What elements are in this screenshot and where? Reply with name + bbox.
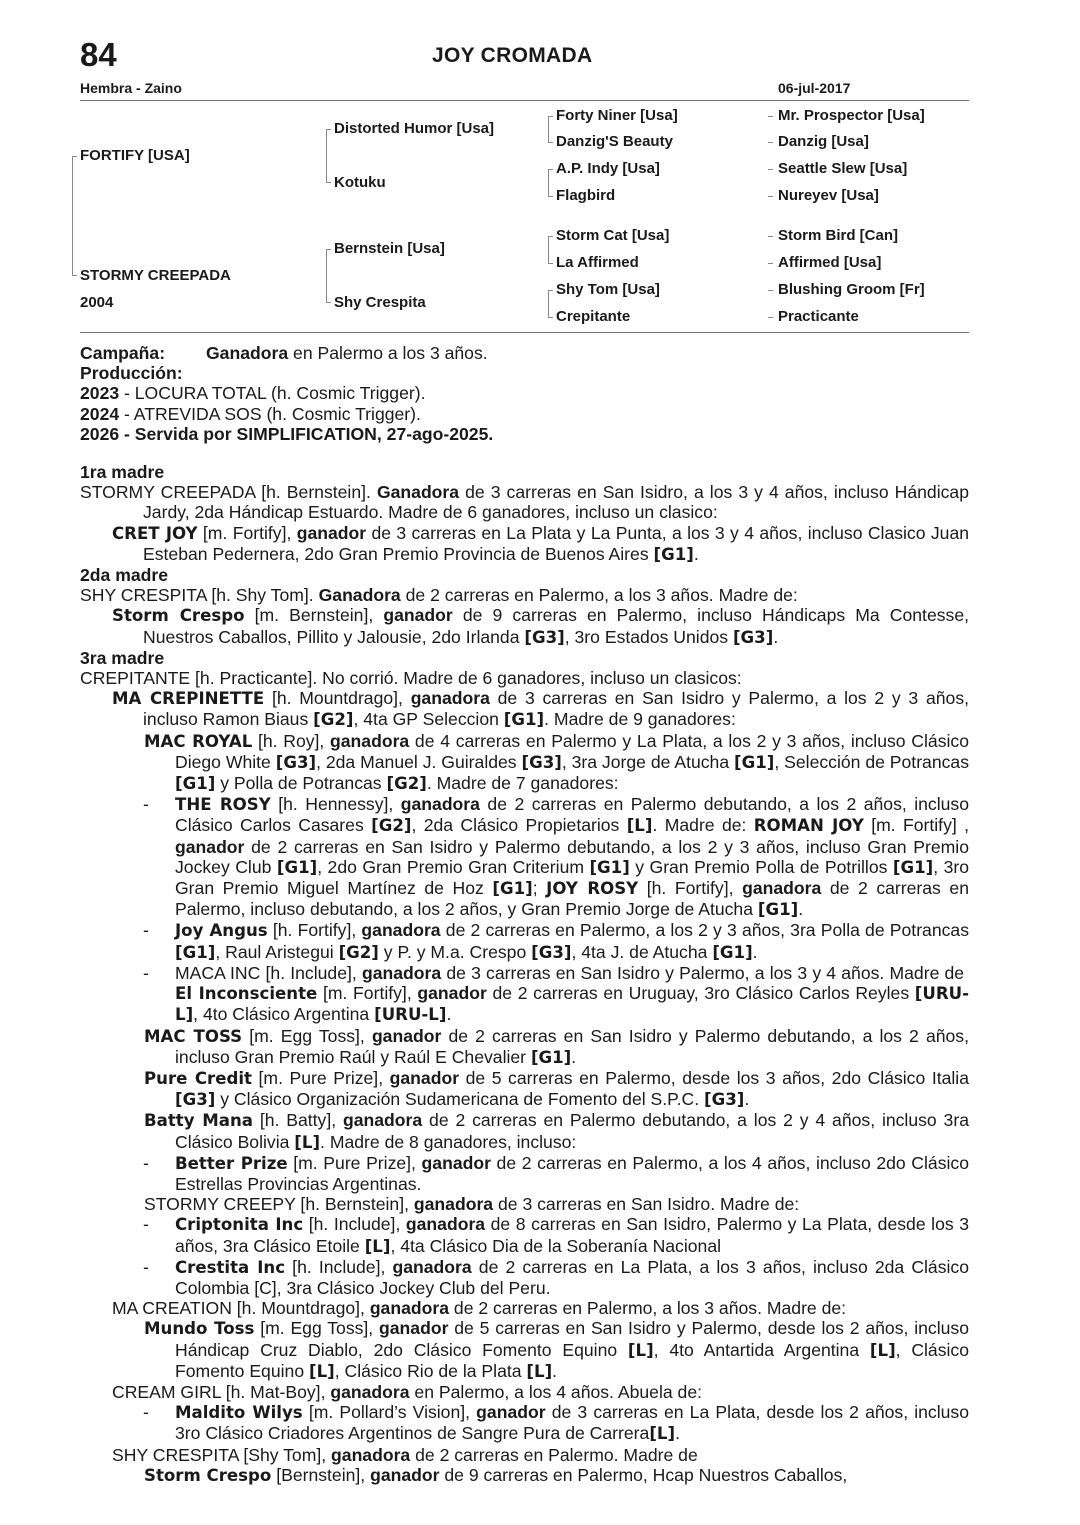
fourth-gen-name: Nureyev [Usa]: [778, 187, 879, 204]
campaign-detail: en Palermo a los 3 años.: [288, 343, 488, 363]
great-grandparent-name: Shy Tom [Usa]: [556, 281, 660, 298]
fourth-gen-name: Storm Bird [Can]: [778, 227, 898, 244]
great-grandparent-name: Flagbird: [556, 187, 616, 204]
offspring-entry: - Joy Angus [h. Fortify], ganadora de 2 carreras en Palermo, a los 2 y 3 años, 3ra Polla de Potrancas [G1], Raul Aristegui [G2] y P. y M.a. Crespo [G3], 4ta J. de Atucha [G1].: [143, 920, 970, 962]
pedigree-bracket: [72, 156, 73, 275]
offspring-entry: SHY CRESPITA [Shy Tom], ganadora de 2 carreras en Palermo. Madre de: [112, 1444, 698, 1465]
great-grandparent-name: Danzig'S Beauty: [556, 133, 673, 150]
great-grandparent-name: Storm Cat [Usa]: [556, 227, 670, 244]
grandparent-name: Distorted Humor [Usa]: [334, 120, 495, 137]
birth-date: 06-jul-2017: [778, 80, 851, 96]
sex-coat: Hembra - Zaino: [80, 80, 182, 96]
madre1-heading: 1ra madre: [80, 462, 165, 483]
fourth-gen-name: Practicante: [778, 308, 859, 325]
offspring-entry: CREAM GIRL [h. Mat-Boy], ganadora en Palermo, a los 4 años. Abuela de:: [112, 1381, 702, 1402]
madre3-heading: 3ra madre: [80, 647, 165, 668]
production-item: 2026 - Servida por SIMPLIFICATION, 27-ago-2025.: [80, 423, 494, 444]
offspring-entry: - Better Prize [m. Pure Prize], ganador de 2 carreras en Palermo, a los 4 años, incluso 2do Clásico Estrellas Provincias Argentinas.: [143, 1152, 969, 1194]
offspring-entry: MA CREATION [h. Mountdrago], ganadora de 2 carreras en Palermo, a los 3 años. Madre de:: [112, 1298, 847, 1319]
dam-name: STORMY CREEPADA: [80, 267, 231, 284]
offspring-entry: - Criptonita Inc [h. Include], ganadora de 8 carreras en San Isidro, Palermo y La Plata, desde los 3 años, 3ra Clásico Etoile [L], 4ta Clásico Dia de la Soberanía Nacional: [143, 1214, 969, 1256]
offspring-entry: - THE ROSY [h. Hennessy], ganadora de 2 carreras en Palermo debutando, a los 2 años, incluso Clásico Carlos Casares [G2], 2da Clásico Propietarios [L]. Madre de: ROMAN JOY [m. Fortify] , ganador de 2 carreras en San Isidro y Palermo debutando, a los 2 y 3 años, incluso Gran Premio Jockey Club [G1], 2do Gran Premio Gran Criterium [G1] y Gran Premio Polla de Potrillos [G1], 3ro Gran Premio Miguel Martínez de Hoz [G1]; JOY ROSY [h. Fortify], ganadora de 2 carreras en Palermo, incluso debutando, a los 2 años, y Gran Premio Jorge de Atucha [G1].: [143, 794, 970, 920]
great-grandparent-name: Crepitante: [556, 308, 631, 325]
offspring-entry: Batty Mana [h. Batty], ganadora de 2 carreras en Palermo debutando, a los 2 y 4 años, incluso 3ra Clásico Bolivia [L]. Madre de 8 ganadores, incluso:: [144, 1110, 969, 1152]
offspring-entry: MA CREPINETTE [h. Mountdrago], ganadora de 3 carreras en San Isidro y Palermo, a los 2 y 3 años, incluso Ramon Biaus [G2], 4ta GP Seleccion [G1]. Madre de 9 ganadores:: [112, 688, 969, 730]
offspring-entry: Storm Crespo [Bernstein], ganador de 9 carreras en Palermo, Hcap Nuestros Caballos,: [144, 1464, 848, 1485]
offspring-entry: MAC ROYAL [h. Roy], ganadora de 4 carreras en Palermo y La Plata, a los 2 y 3 años, incluso Clásico Diego White [G3], 2da Manuel J. Guiraldes [G3], 3ra Jorge de Atucha [G1], Selección de Potrancas [G1] y Polla de Potrancas [G2]. Madre de 7 ganadores:: [144, 730, 970, 794]
fourth-gen-name: Danzig [Usa]: [778, 133, 869, 150]
campaign-line: [80, 343, 969, 363]
madre2-heading: 2da madre: [80, 565, 169, 586]
lot-number: 84: [80, 36, 117, 73]
offspring-entry: - Maldito Wilys [m. Pollard’s Vision], ganador de 3 carreras en La Plata, desde los 2 años, incluso 3ro Clásico Criadores Argentinos de Sangre Pura de Carrera[L].: [143, 1402, 970, 1444]
offspring-entry: MAC TOSS [m. Egg Toss], ganador de 2 carreras en San Isidro y Palermo debutando, a los 2 años, incluso Gran Premio Raúl y Raúl E Chevalier [G1].: [144, 1025, 969, 1067]
madre3-text: CREPITANTE [h. Practicante]. No corrió. Madre de 6 ganadores, incluso un clasicos:: [80, 668, 742, 689]
offspring-entry: Storm Crespo [m. Bernstein], ganador de 9 carreras en Palermo, incluso Hándicaps Ma Contesse, Nuestros Caballos, Pillito y Jalousie, 2do Irlanda [G3], 3ro Estados Unidos [G3].: [112, 605, 969, 647]
grandparent-name: Shy Crespita: [334, 294, 426, 311]
catalog-body: [80, 343, 969, 1486]
header-rule: [80, 100, 969, 101]
offspring-entry: CRET JOY [m. Fortify], ganador de 3 carreras en La Plata y La Punta, a los 3 y 4 años, incluso Clasico Juan Esteban Pedernera, 2do Gran Premio Provincia de Buenos Aires [G1].: [112, 522, 970, 564]
fourth-gen-name: Mr. Prospector [Usa]: [778, 107, 925, 124]
fourth-gen-name: Seattle Slew [Usa]: [778, 160, 908, 177]
great-grandparent-name: Forty Niner [Usa]: [556, 107, 678, 124]
grandparent-name: Kotuku: [334, 174, 386, 191]
production-item: 2024 - ATREVIDA SOS (h. Cosmic Trigger).: [80, 403, 421, 424]
production-label: Producción:: [80, 363, 183, 384]
dam-year: 2004: [80, 294, 114, 311]
great-grandparent-name: La Affirmed: [556, 254, 639, 271]
madre2-text: SHY CRESPITA [h. Shy Tom]. Ganadora de 2 carreras en Palermo, a los 3 años. Madre de:: [80, 585, 798, 606]
offspring-entry: Mundo Toss [m. Egg Toss], ganador de 5 carreras en San Isidro y Palermo, desde los 2 años, incluso Hándicap Cruz Diablo, 2do Clásico Fomento Equino [L], 4to Antartida Argentina [L], Clásico Fomento Equino [L], Clásico Rio de la Plata [L].: [144, 1318, 970, 1381]
offspring-entry: STORMY CREEPY [h. Bernstein], ganadora de 3 carreras en San Isidro. Madre de:: [144, 1194, 800, 1215]
horse-name: JOY CROMADA: [432, 44, 593, 67]
pedigree-rule: [80, 332, 969, 333]
offspring-entry: Pure Credit [m. Pure Prize], ganador de 5 carreras en Palermo, desde los 3 años, 2do Clásico Italia [G3] y Clásico Organización Sudamericana de Fomento del S.P.C. [G3].: [144, 1067, 969, 1110]
sire-name: FORTIFY [USA]: [80, 147, 190, 164]
offspring-entry: - Crestita Inc [h. Include], ganadora de 2 carreras en La Plata, a los 3 años, incluso 2da Clásico Colombia [C], 3ra Clásico Jockey Club del Peru.: [143, 1256, 970, 1298]
production-item: 2023 - LOCURA TOTAL (h. Cosmic Trigger).: [80, 383, 426, 404]
campaign-label: Campaña:: [80, 343, 166, 363]
grandparent-name: Bernstein [Usa]: [334, 240, 445, 257]
fourth-gen-name: Affirmed [Usa]: [778, 254, 882, 271]
campaign-result: Ganadora: [206, 343, 289, 363]
madre1-text: STORMY CREEPADA [h. Bernstein]. Ganadora de 3 carreras en San Isidro, a los 3 y 4 años, incluso Hándicap Jardy, 2da Hándicap Estuardo. Madre de 6 ganadores, incluso un clasico:: [80, 482, 969, 523]
great-grandparent-name: A.P. Indy [Usa]: [556, 160, 660, 177]
offspring-entry: - MACA INC [h. Include], ganadora de 3 carreras en San Isidro y Palermo, a los 3 y 4 años. Madre de El Inconsciente [m. Fortify], ganador de 2 carreras en Uruguay, 3ro Clásico Carlos Reyles [URU-L], 4to Clásico Argentina [URU-L].: [143, 962, 969, 1025]
fourth-gen-name: Blushing Groom [Fr]: [778, 281, 925, 298]
